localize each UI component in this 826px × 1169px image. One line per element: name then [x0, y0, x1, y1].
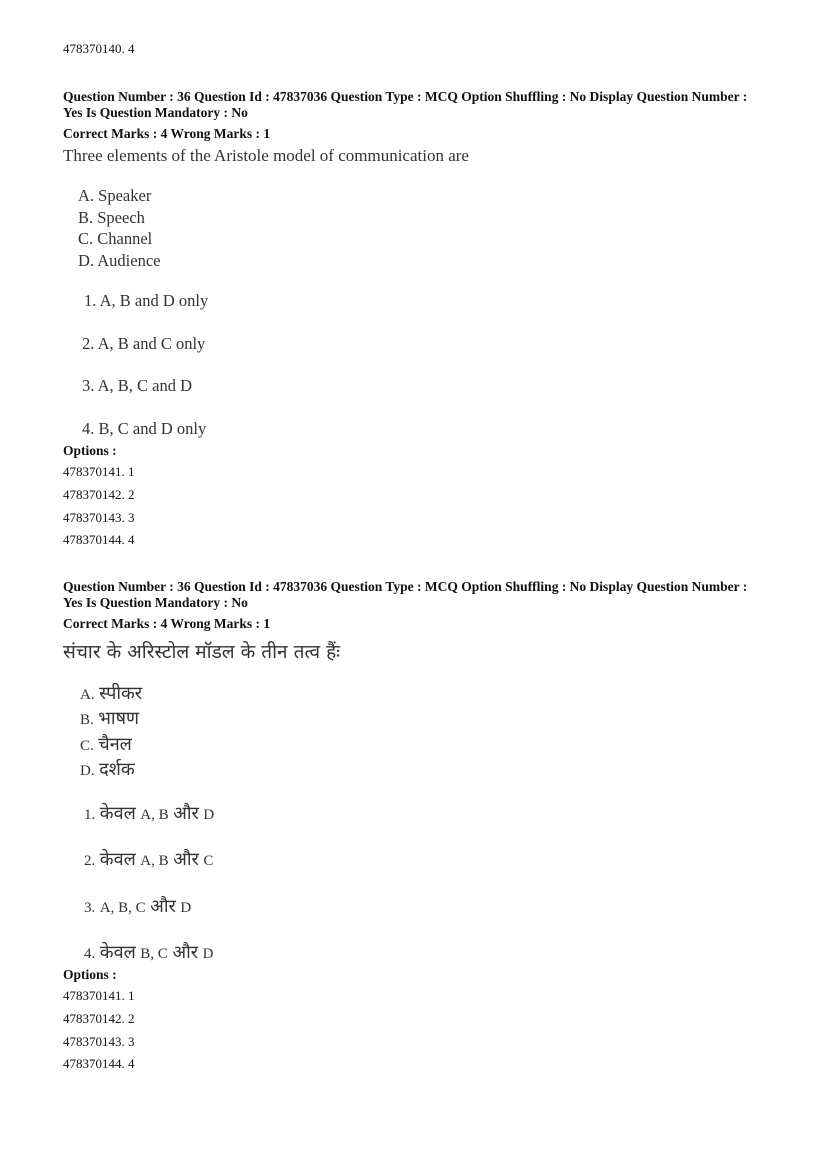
option-line: 478370144. 4	[63, 532, 135, 547]
choice-word: केवल	[99, 849, 136, 870]
item-prefix: C.	[80, 738, 94, 754]
choice-letters: A, B	[140, 807, 169, 823]
options-label: Options :	[63, 443, 117, 458]
question-header: Question Number : 36 Question Id : 47837036 Question Type : MCQ Option Shuffling : No Display Question Number : Yes Is Question Mandatory : No	[63, 89, 748, 120]
choice-number: 1.	[84, 807, 96, 823]
option-line: 478370142. 2	[63, 1011, 135, 1026]
option-line: 478370142. 2	[63, 487, 135, 502]
list-item: D. Audience	[78, 251, 161, 270]
item-text: स्पीकर	[99, 683, 143, 704]
question-text: Three elements of the Aristole model of communication are	[63, 146, 469, 165]
choice-word: और	[173, 849, 199, 870]
answer-choice: 1. A, B and D only	[84, 291, 209, 310]
choice-word: केवल	[99, 803, 136, 824]
answer-choice: 3. A, B, C and D	[82, 376, 193, 395]
choice-number: 3.	[84, 900, 96, 916]
item-text: दर्शक	[99, 759, 135, 780]
question-marks: Correct Marks : 4 Wrong Marks : 1	[63, 616, 271, 631]
item-text: भाषण	[98, 708, 139, 729]
answer-choice: 2. A, B and C only	[82, 334, 206, 353]
question-text: संचार के अरिस्टोल मॉडल के तीन तत्व हैंः	[63, 641, 341, 663]
choice-word: और	[172, 942, 199, 963]
option-line: 478370144. 4	[63, 1056, 135, 1071]
choice-letters: D	[180, 900, 192, 916]
answer-choice	[84, 894, 191, 918]
list-item	[80, 757, 135, 781]
choice-word: केवल	[99, 942, 136, 963]
item-text: चैनल	[98, 734, 132, 755]
list-item: C. Channel	[78, 229, 153, 248]
answer-choice	[84, 940, 213, 964]
list-item: A. Speaker	[78, 186, 152, 205]
choice-letters: A, B, C	[99, 900, 146, 916]
option-line: 478370143. 3	[63, 510, 135, 525]
answer-choice: 4. B, C and D only	[82, 419, 207, 438]
option-line: 478370141. 1	[63, 988, 135, 1003]
option-line: 478370141. 1	[63, 464, 135, 479]
choice-letters: A, B	[140, 853, 169, 869]
item-prefix: B.	[80, 712, 94, 728]
choice-letters: D	[203, 807, 215, 823]
choice-number: 4.	[84, 946, 96, 962]
question-marks: Correct Marks : 4 Wrong Marks : 1	[63, 126, 271, 141]
choice-word: और	[150, 896, 176, 917]
item-prefix: A.	[80, 687, 95, 703]
option-line: 478370143. 3	[63, 1034, 135, 1049]
list-item	[80, 732, 132, 756]
item-prefix: D.	[80, 763, 95, 779]
option-line: 478370140. 4	[63, 41, 135, 56]
list-item: B. Speech	[78, 208, 145, 227]
choice-number: 2.	[84, 853, 96, 869]
question-header: Question Number : 36 Question Id : 47837036 Question Type : MCQ Option Shuffling : No Display Question Number : Yes Is Question Mandatory : No	[63, 579, 748, 610]
choice-letters: D	[202, 946, 214, 962]
answer-choice	[84, 801, 214, 825]
choice-letters: C	[203, 853, 214, 869]
choice-letters: B, C	[140, 946, 168, 962]
list-item	[80, 706, 139, 730]
answer-choice	[84, 847, 213, 871]
choice-word: और	[173, 803, 199, 824]
list-item	[80, 681, 142, 705]
options-label: Options :	[63, 967, 117, 982]
